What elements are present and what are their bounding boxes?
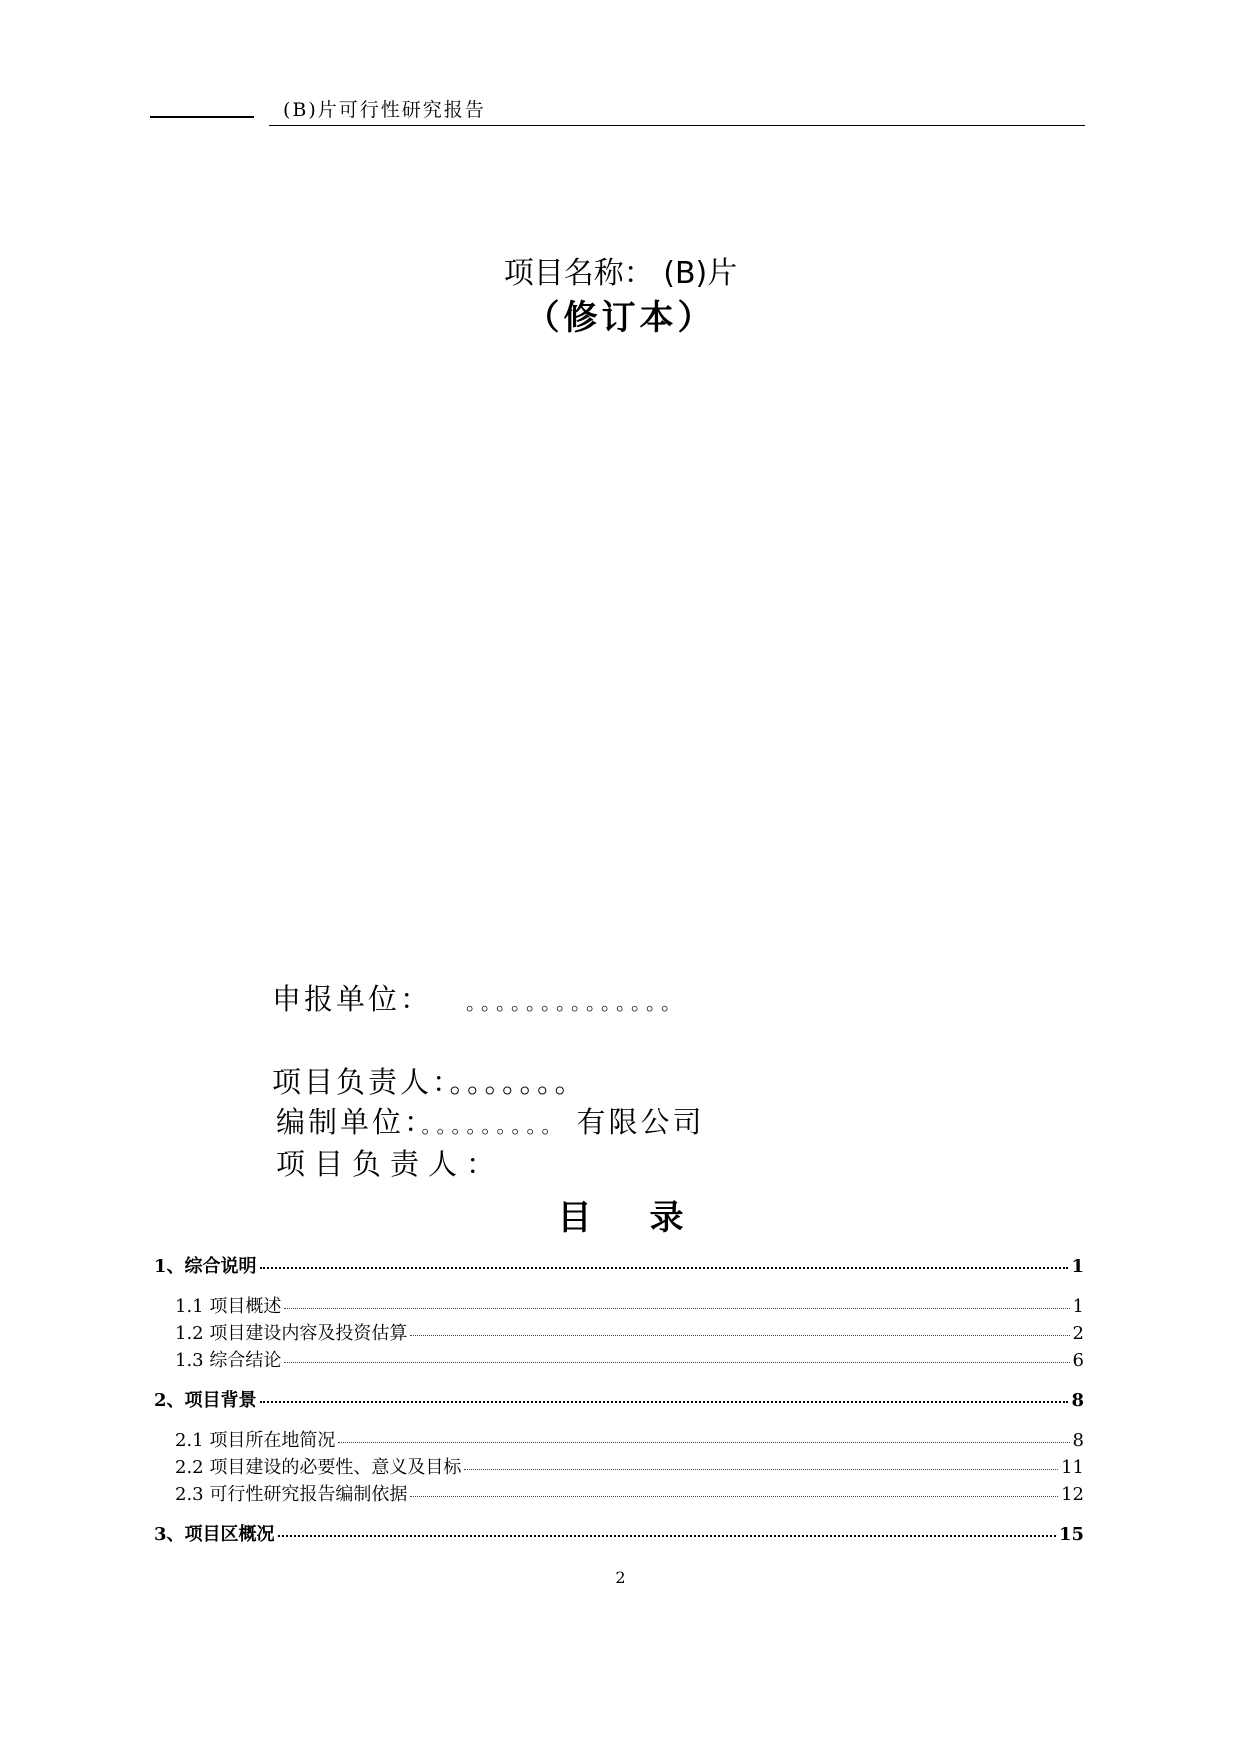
project-leader-line-2: [276, 1142, 504, 1183]
applicant-line: [272, 977, 686, 1018]
toc-entry-page: 15: [1058, 1524, 1084, 1545]
toc-entry-label: 2、项目背景: [154, 1390, 257, 1411]
toc-entry-label: 1.3 综合结论: [175, 1350, 282, 1371]
revision-subtitle: （修订本）: [525, 298, 716, 338]
project-name-title: 项目名称： (B)片: [503, 256, 738, 291]
toc-leader: [284, 1361, 1069, 1363]
toc-entry[interactable]: [175, 1426, 1084, 1452]
toc-entry-page: 6: [1072, 1350, 1084, 1371]
header-rule: [269, 125, 1085, 126]
running-header: (B)片可行性研究报告: [283, 99, 486, 121]
project-leader-line-1: [272, 1060, 587, 1101]
page-number: 2: [615, 1568, 626, 1587]
project-leader-2: 项目负责人：: [276, 1147, 505, 1181]
toc-entry-page: 12: [1061, 1484, 1084, 1505]
toc-entry-label: 3、项目区概况: [154, 1524, 275, 1545]
toc-entry-page: 8: [1071, 1390, 1084, 1411]
toc-entry-page: 1: [1071, 1256, 1084, 1277]
compiler-line: [276, 1100, 705, 1141]
project-leader-1: 项目负责人：。。。。。。。: [272, 1065, 587, 1099]
compiler-suffix: 有限公司: [576, 1105, 705, 1139]
toc-entry-label: 1.1 项目概述: [175, 1296, 282, 1317]
compiler-dots: 。。。。。。。。。: [421, 1113, 567, 1138]
toc-entry[interactable]: [154, 1386, 1084, 1412]
toc-leader: [410, 1495, 1058, 1497]
toc-entry-page: 1: [1072, 1296, 1084, 1317]
toc-entry[interactable]: [175, 1453, 1084, 1479]
toc-entry-label: 1.2 项目建设内容及投资估算: [175, 1323, 408, 1344]
toc-entry[interactable]: [175, 1292, 1084, 1318]
toc-entry-page: 8: [1072, 1430, 1084, 1451]
toc-entry-label: 2.3 可行性研究报告编制依据: [175, 1484, 408, 1505]
toc-leader: [260, 1266, 1069, 1269]
toc-entry[interactable]: [175, 1319, 1084, 1345]
applicant-label: 申报单位：: [272, 982, 433, 1016]
toc-title: [0, 1190, 1241, 1239]
toc-leader: [284, 1307, 1069, 1309]
toc-title-right: 录: [649, 1198, 684, 1238]
toc-entry[interactable]: [175, 1480, 1084, 1506]
toc-leader: [338, 1441, 1069, 1443]
toc-leader: [410, 1334, 1069, 1336]
toc-leader: [464, 1468, 1058, 1470]
toc-entry-page: 2: [1072, 1323, 1084, 1344]
toc-entry-label: 2.1 项目所在地简况: [175, 1430, 336, 1451]
toc-entry[interactable]: [175, 1346, 1084, 1372]
toc-leader: [260, 1400, 1069, 1403]
toc-entry[interactable]: [154, 1252, 1084, 1278]
compiler-label: 编制单位：: [276, 1105, 422, 1139]
toc-entry-label: 2.2 项目建设的必要性、意义及目标: [175, 1457, 462, 1478]
header-left-rule: [150, 116, 254, 118]
toc-entry[interactable]: [154, 1520, 1084, 1546]
toc-title-left: 目: [557, 1198, 592, 1238]
toc-entry-page: 11: [1061, 1457, 1084, 1478]
toc-entry-label: 1、综合说明: [154, 1256, 257, 1277]
toc-leader: [278, 1534, 1056, 1537]
applicant-value: 。。。。。。。。。。。。。。: [466, 990, 687, 1015]
